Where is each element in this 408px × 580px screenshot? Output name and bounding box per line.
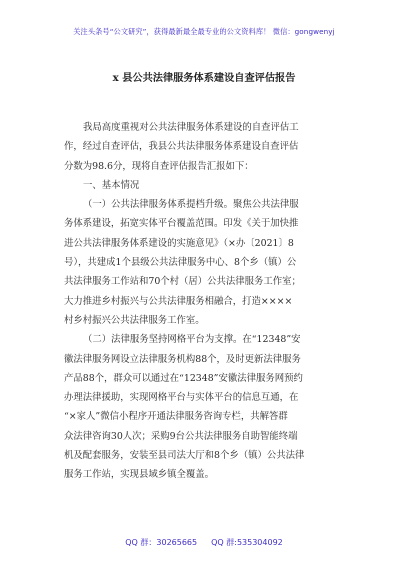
page-title: x 县公共法律服务体系建设自查评估报告: [112, 72, 296, 84]
paragraph-line: 机及配套服务，安装至县司法大厅和8个乡（镇）公共法律: [64, 450, 305, 462]
paragraph-line: 作，经过自查评估，我县公共法律服务体系建设自查评估: [64, 141, 299, 153]
paragraph-line: 共法律服务工作站和70个村（居）公共法律服务工作室；: [64, 276, 301, 288]
paragraph-line: （二）法律服务坚持网格平台为支撑。在“12348”安: [83, 334, 301, 346]
document-body: [64, 118, 356, 485]
section-heading: 一、基本情况: [83, 179, 140, 191]
paragraph-line: 产品88个，群众可以通过在“12348”安徽法律服务网预约: [64, 372, 303, 384]
paragraph-line: 大力推进乡村振兴与公共法律服务相融合，打造××××: [64, 295, 293, 307]
footer-qq-right: QQ 群:535304092: [211, 538, 283, 547]
header-banner: 关注头条号“公文研究”，获得最新最全最专业的公文资料库！ 微信：gongwenyj: [73, 27, 335, 36]
paragraph-line: 办理法律援助，实现网格平台与实体平台的信息互通，在: [64, 392, 299, 404]
paragraph-line: 分数为98.6分，现将自查评估报告汇报如下：: [64, 160, 254, 172]
footer-qq-left: QQ 群：30265665: [125, 538, 198, 547]
paragraph-line: （一）公共法律服务体系提档升级。聚焦公共法律服: [83, 199, 299, 211]
paragraph-line: 徽法律服务网设立法律服务机构88个，及时更新法律服务: [64, 353, 301, 365]
paragraph-line: 务体系建设，拓宽实体平台覆盖范围。印发《关于加快推: [64, 218, 299, 230]
paragraph-line: 号），共建成1个县级公共法律服务中心、8个乡（镇）公: [64, 257, 297, 269]
paragraph-line: 村乡村振兴公共法律服务工作室。: [64, 314, 205, 326]
paragraph-line: 进公共法律服务体系建设的实施意见》（×办〔2021〕8: [64, 237, 294, 249]
paragraph-line: “×家人”微信小程序开通法律服务咨询专栏，共解答群: [64, 411, 288, 423]
footer-qq-groups: [0, 537, 408, 548]
paragraph-line: 我局高度重视对公共法律服务体系建设的自查评估工: [83, 122, 299, 133]
paragraph-line: 服务工作站，实现县域乡镇全覆盖。: [64, 469, 215, 481]
paragraph-line: 众法律咨询30人次；采购9台公共法律服务自助智能终端: [64, 430, 298, 442]
